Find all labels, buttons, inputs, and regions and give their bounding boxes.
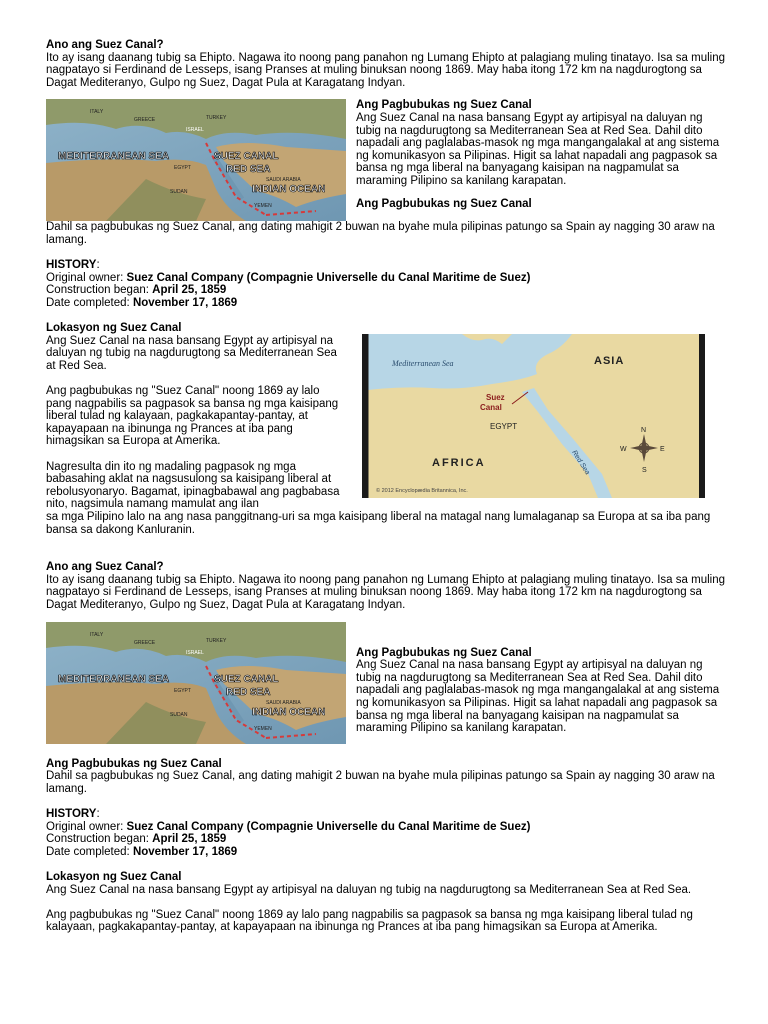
label-turkey: TURKEY [206,115,227,122]
location-text: Ang Suez Canal na nasa bansang Egypt ay artipisyal na daluyan ng tubig na nagdurugtong sa Mediterranean Sea at Red Sea. [46,334,337,372]
opening-title-2: Ang Pagbubukas ng Suez Canal [356,198,532,211]
label-mediterranean-2: MEDITERRANEAN SEA [58,673,170,685]
region-label-suez: Suez [486,393,505,403]
para-a: Ang pagbubukas ng "Suez Canal" noong 1869 ay lalo pang nagpabilis sa pagpasok sa bansa ng mga kaisipang liberal tulad ng kalayaan, pagkakapantay-pantay, at kapayapaan na ibinunga ng Prances at iba pang himagsikan sa Europa at Amerika. [46,385,339,448]
construction-label: Construction began: [46,284,149,297]
location-text-2: Ang Suez Canal na nasa bansang Egypt ay artipisyal na daluyan ng tubig na nagdurugtong sa Mediterranean Sea at Red Sea. [46,883,692,896]
label-suez-canal-2: SUEZ CANAL [214,673,279,685]
label-italy: ITALY [90,109,104,116]
construction-value: April 25, 1859 [152,284,227,297]
label-israel-2: ISRAEL [186,649,204,656]
para-b-end: sa mga Pilipino lalo na ang nasa panggitnang-uri sa mga kaisipang liberal na matagal nang lumalaganap sa Europa at sa iba pang bansa sa dakong Kanluranin. [46,511,711,536]
owner-label: Original owner: [46,271,124,284]
document: Ano ang Suez Canal? Ito ay isang daanang tubig sa Ehipto. Nagawa ito noong pang panahon ng Lumang Ehipto at palagiang muling tinatayo. Isa sa muling nagpatayo si Ferdinand de Lesseps, isang Pranses at muling binuksan noong 1869. May haba itong 172 km na nagdurogtong sa Dagat Mediteranyo, Gulpo ng Suez, Dagat Pula at Karagatang Indyan. MEDITERRANEAN SEA SUEZ CANAL RED SEA INDIAN OCEAN ITALY GREECE TURKEY ISRAEL EGYPT SUDAN SAUDI ARABIA YEMEN Ang Pagbubukas ng Suez Canal Ang Suez Canal na nasa bansang Egypt ay artipisyal na daluyan ng tubig na nagdurugtong sa Mediterranean Sea at Red Sea. Dahil dito napadali ang paglalabas-masok ng mga mangangalakal at ang sistema ng komunikasyon sa Pilipinas. Higit sa lahat napadali ang pagpasok sa bansa ng mga liberal na banyagang kaisipan na nagpamulat sa maraming Pilipino sa kanilang karapatan. Ang Pagbubukas ng Suez Canal Dahil sa pagbubukas ng Suez Canal, ang dating mahigit 2 buwan na byahe mula pilipinas patungo sa Spain ay nagging 30 araw na lamang. HISTORY: Original owner: Suez Canal Company (Compagnie Universelle du Canal Maritime de Suez) Construction began: April 25, 1859 Date completed: November 17, 1869 Lokasyon ng Suez Canal Ang Suez Canal na nasa bansang Egypt ay artipisyal na daluyan ng tubig na nagdurugtong sa Mediterranean Sea at Red Sea. Ang pagbubukas ng "Suez Canal" noong 1869 ay lalo pang nagpabilis sa pagpasok sa bansa ng mga kaisipang liberal tulad ng kalayaan, pagkakapantay-pantay, at kapayapaan na ibinunga ng Prances at iba pang himagsikan sa Europa at Amerika. Nagresulta din ito ng madaling pagpasok ng mga babasahing aklat na nagsusulong sa kaisipang liberal at rebolusyonaryo. Bagamat, ipinagbabawal ang pagbabasa nito, nagsimula namang mamulat ang ilan Mediterranean Sea ASIA Suez Canal EGYPT AFRICA Red Sea N S E W © 2012 Encyclopædia Britannica, Inc. sa mga Pilipino lalo na ang nasa panggitnang-uri sa mga kaisipang liberal na matagal nang lumalaganap sa Europa at sa iba pang bansa sa dakong Kanluranin. Ano ang Suez Canal? Ito ay isang daanang tubig sa Ehipto. Nagawa ito noong pang panahon ng Lumang Ehipto at palagiang muling tinatayo. Isa sa muling nagpatayo si Ferdinand de Lesseps, isang Pranses at muling binuksan noong 1869. May haba itong 172 km na nagdurogtong sa Dagat Mediteranyo, Gulpo ng Suez, Dagat Pula at Karagatang Indyan. MEDITERRANEAN SEA SUEZ CANAL RED SEA INDIAN OCEAN ITALY GREECE TURKEY ISRAEL EGYPT SUDAN SAUDI ARABIA YEMEN Ang Pagbubukas ng Suez Canal Ang Suez Canal na nasa bansang Egypt ay artipisyal na daluyan ng tubig na nagdurugtong sa Mediterranean Sea at Red Sea. Dahil dito napadali ang paglalabas-masok ng mga mangangalakal at ang sistema ng komunikasyon sa Pilipinas. Higit sa lahat napadali ang pagpasok sa bansa ng mga liberal na banyagang kaisipan na nagpamulat sa maraming Pilipino sa kanilang karapatan. Ang Pagbubukas ng Suez Canal Dahil sa pagbubukas ng Suez Canal, ang dating mahigit 2 buwan na byahe mula pilipinas patungo sa Spain ay nagging 30 araw na lamang. HISTORY: Original owner: Suez Canal Company (Compagnie Universelle du Canal Maritime de Suez) Construction began: April 25, 1859 Date completed: November 17, 1869 Lokasyon ng Suez Canal Ang Suez Canal na nasa bansang Egypt ay artipisyal na daluyan ng tubig na nagdurugtong sa Mediterranean Sea at Red Sea. Ang pagbubukas ng "Suez Canal" noong 1869 ay lalo pang nagpabilis sa pagpasok sa bansa ng mga kaisipang liberal tulad ng kalayaan, pagkakapantay-pantay, at kapayapaan na ibinunga ng Prances at iba pang himagsikan sa Europa at Amerika. [46,39,725,934]
opening-row-2 [46,622,726,744]
label-indian-ocean: INDIAN OCEAN [252,184,326,196]
label-egypt-2: EGYPT [174,687,191,694]
region-label-canal: Canal [480,403,502,413]
para-a-2: Ang pagbubukas ng "Suez Canal" noong 1869 ay lalo pang nagpabilis sa pagpasok sa bansa ng mga kaisipang liberal tulad ng kalayaan, pagkakapantay-pantay, at kapayapaan na ibinunga ng Prances at iba pang himagsikan sa Europa at Amerika. [46,908,693,934]
opening-text2-s2: Dahil sa pagbubukas ng Suez Canal, ang dating mahigit 2 buwan na byahe mula pilipinas patungo sa Spain ay nagging 30 araw na lamang. [46,770,715,795]
region-label-egypt: EGYPT [490,422,518,432]
what-text: Ito ay isang daanang tubig sa Ehipto. Nagawa ito noong pang panahon ng Lumang Ehipto at palagiang muling tinatayo. Isa sa muling nagpatayo si Ferdinand de Lesseps, isang Pranses at muling binuksan noong 1869. May haba itong 172 km na nagdurogtong sa Dagat Mediteranyo, Gulpo ng Suez, Dagat Pula at Karagatang Indyan. [46,51,725,89]
label-mediterranean: MEDITERRANEAN SEA [58,151,170,163]
opening-title: Ang Pagbubukas ng Suez Canal [356,99,532,112]
construction-label-2: Construction began: [46,833,149,846]
region-label-africa: AFRICA [432,457,486,470]
label-indian-ocean-2: INDIAN OCEAN [252,706,326,718]
label-saudi: SAUDI ARABIA [266,177,301,184]
location-row [46,322,726,511]
region-map-image [362,334,705,498]
label-greece-2: GREECE [134,639,156,646]
opening-text-s2: Ang Suez Canal na nasa bansang Egypt ay artipisyal na daluyan ng tubig na nagdurugtong sa Mediterranean Sea at Red Sea. Dahil dito napadali ang paglalabas-masok ng mga mangangalakal at ang sistema ng komunikasyon sa Pilipinas. Higit sa lahat napadali ang pagpasok sa bansa ng mga liberal na banyagang kaisipan na nagpamulat sa maraming Pilipino sa kanilang karapatan. [356,659,720,735]
compass-w: W [620,446,627,454]
label-yemen-2: YEMEN [254,725,272,732]
label-sudan: SUDAN [170,189,188,196]
location-title-2: Lokasyon ng Suez Canal [46,870,182,883]
history-title-2: HISTORY [46,807,97,820]
what-title: Ano ang Suez Canal? [46,39,164,51]
label-greece: GREECE [134,117,156,124]
opening-title-s2: Ang Pagbubukas ng Suez Canal [356,646,532,659]
opening-row [46,99,726,221]
satellite-map-image-2 [46,622,346,744]
label-red-sea-2: RED SEA [226,686,271,698]
completed-label-2: Date completed: [46,845,130,858]
region-label-mediterranean: Mediterranean Sea [392,359,454,369]
owner-value-2: Suez Canal Company (Compagnie Universelle du Canal Maritime de Suez) [126,820,531,833]
compass-s: S [642,467,647,475]
label-suez-canal: SUEZ CANAL [214,151,279,163]
location-title: Lokasyon ng Suez Canal [46,322,182,335]
compass-e: E [660,446,665,454]
completed-label: Date completed: [46,296,130,309]
label-egypt: EGYPT [174,165,191,172]
construction-value-2: April 25, 1859 [152,833,227,846]
region-label-asia: ASIA [594,355,625,368]
label-saudi-2: SAUDI ARABIA [266,699,301,706]
opening-text: Ang Suez Canal na nasa bansang Egypt ay artipisyal na daluyan ng tubig na nagdurugtong sa Mediterranean Sea at Red Sea. Dahil dito napadali ang paglalabas-masok ng mga mangangalakal at ang sistema ng komunikasyon sa Pilipinas. Higit sa lahat napadali ang pagpasok sa bansa ng mga liberal na banyagang kaisipan na nagpamulat sa maraming Pilipino sa kanilang karapatan. [356,111,720,187]
label-sudan-2: SUDAN [170,711,188,718]
what-text-2: Ito ay isang daanang tubig sa Ehipto. Nagawa ito noong pang panahon ng Lumang Ehipto at palagiang muling tinatayo. Isa sa muling nagpatayo si Ferdinand de Lesseps, isang Pranses at muling binuksan noong 1869. May haba itong 172 km na nagdurogtong sa Dagat Mediteranyo, Gulpo ng Suez, Dagat Pula at Karagatang Indyan. [46,573,725,611]
owner-value: Suez Canal Company (Compagnie Universelle du Canal Maritime de Suez) [126,271,531,284]
satellite-map-image [46,99,346,221]
what-title-2: Ano ang Suez Canal? [46,561,164,574]
region-copyright: © 2012 Encyclopædia Britannica, Inc. [376,488,468,495]
completed-value-2: November 17, 1869 [132,845,238,858]
label-yemen: YEMEN [254,203,272,210]
region-label-red-sea: Red Sea [570,449,591,477]
owner-label-2: Original owner: [46,820,124,833]
opening-title2-s2: Ang Pagbubukas ng Suez Canal [46,757,222,770]
history-title: HISTORY [46,259,97,272]
label-italy-2: ITALY [90,631,104,638]
label-turkey-2: TURKEY [206,637,227,644]
compass-n: N [641,427,647,435]
opening-text-2: Dahil sa pagbubukas ng Suez Canal, ang dating mahigit 2 buwan na byahe mula pilipinas patungo sa Spain ay nagging 30 araw na lamang. [46,221,715,246]
para-b-start: Nagresulta din ito ng madaling pagpasok ng mga babasahing aklat na nagsusulong sa kaisipang liberal at rebolusyonaryo. Bagamat, ipinagbabawal ang pagbabasa nito, nagsimula namang mamulat ang ilan [46,460,340,511]
label-israel: ISRAEL [186,127,204,134]
label-red-sea: RED SEA [226,164,271,176]
completed-value: November 17, 1869 [132,296,238,309]
